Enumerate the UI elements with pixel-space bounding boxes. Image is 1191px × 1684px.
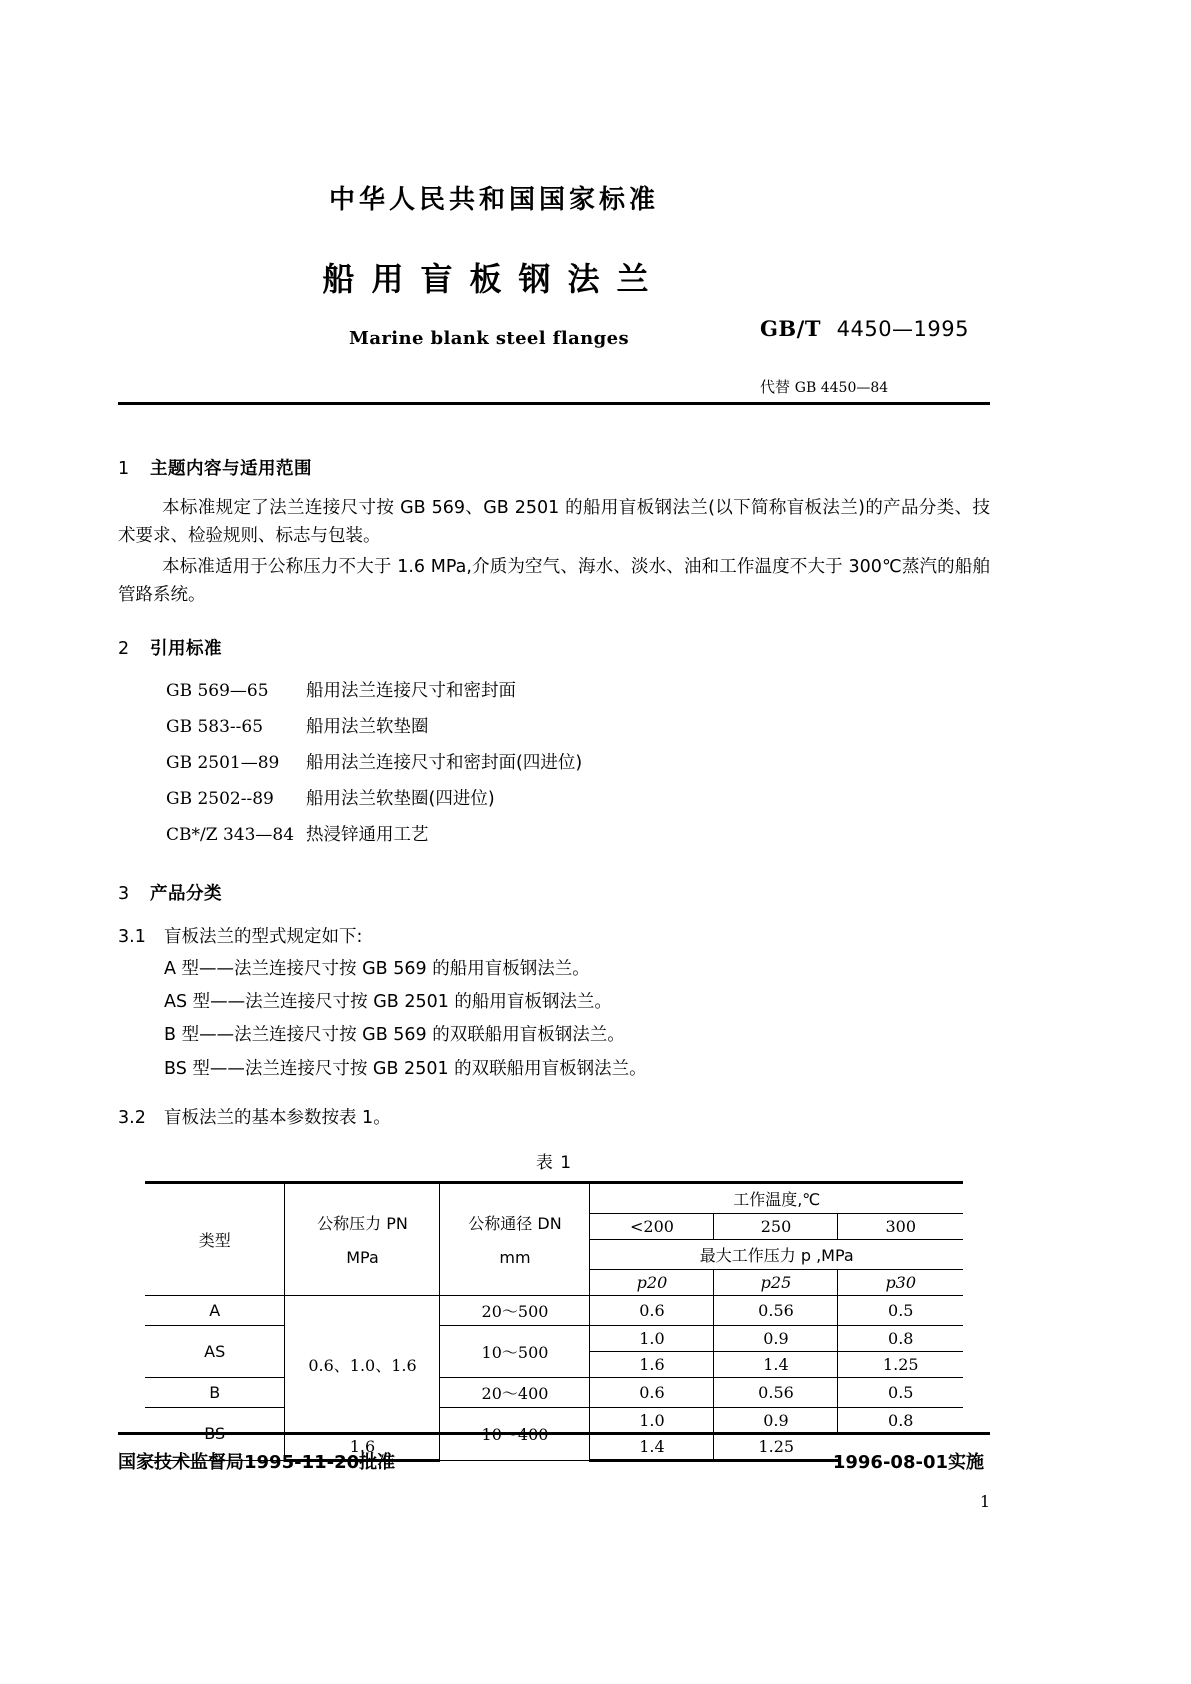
replaces-line — [760, 376, 990, 397]
national-standard-title: 中华人民共和国国家标准 — [328, 185, 659, 215]
table-row — [145, 1407, 963, 1433]
cell-p25-as-1: 0.9 — [714, 1325, 838, 1351]
cell-p25-bs-1: 0.9 — [714, 1407, 838, 1433]
masthead — [118, 185, 990, 397]
header-temp-col-1: <200 — [590, 1213, 714, 1239]
cell-dn-bs: 10～400 — [440, 1407, 590, 1460]
section-2-title: 引用标准 — [150, 639, 222, 660]
section-2-number: 2 — [118, 639, 130, 660]
list-item: B 型——法兰连接尺寸按 GB 569 的双联船用盲板钢法兰。 — [164, 1025, 625, 1046]
list-item — [118, 818, 990, 854]
header-pn-line2: MPa — [346, 1248, 379, 1268]
document-body — [118, 455, 990, 1462]
header-p-col-2: p25 — [714, 1269, 838, 1295]
header-dn-line1: 公称通径 DN — [468, 1214, 562, 1234]
cell-p20-bs-1: 1.0 — [590, 1407, 714, 1433]
list-item: BS 型——法兰连接尺寸按 GB 2501 的双联船用盲板钢法兰。 — [164, 1058, 647, 1079]
cell-p30-a: 0.5 — [838, 1295, 963, 1325]
header-p-col-1: p20 — [590, 1269, 714, 1295]
table-row — [145, 1295, 963, 1325]
table-1-wrapper — [118, 1148, 990, 1462]
cell-p25-b: 0.56 — [714, 1377, 838, 1407]
clause-3-1 — [118, 923, 990, 951]
table-row — [145, 1182, 963, 1213]
standard-number-block — [760, 316, 990, 397]
cell-p30-b: 0.5 — [838, 1377, 963, 1407]
footer-divider — [118, 1432, 990, 1435]
list-item: AS 型——法兰连接尺寸按 GB 2501 的船用盲板钢法兰。 — [164, 992, 612, 1012]
cell-p25-bs-2: 1.4 — [590, 1433, 714, 1460]
table-row — [145, 1325, 963, 1351]
cell-p20-a: 0.6 — [590, 1295, 714, 1325]
document-title: 船用盲板钢法兰 — [322, 260, 666, 299]
list-item — [118, 674, 990, 710]
row-type-as: AS — [145, 1325, 285, 1377]
header-dn-line2: mm — [499, 1248, 531, 1268]
clause-3-2 — [118, 1104, 990, 1132]
cell-p30-bs-1: 0.8 — [838, 1407, 963, 1433]
cell-p20-bs-2: 1.6 — [285, 1433, 440, 1460]
reference-title: 热浸锌通用工艺 — [306, 824, 429, 845]
approval-statement: 国家技术监督局1995-11-20批准 — [118, 1452, 396, 1473]
row-type-bs: BS — [145, 1407, 285, 1460]
page-content — [118, 0, 990, 1684]
header-nominal-pressure — [285, 1182, 440, 1295]
list-item — [118, 782, 990, 818]
header-temp-col-2: 250 — [714, 1213, 838, 1239]
header-working-temperature: 工作温度,℃ — [590, 1182, 963, 1213]
clause-3-2-number: 3.2 — [118, 1107, 146, 1128]
cell-p30-as-1: 0.8 — [838, 1325, 963, 1351]
referenced-standards-list — [118, 674, 990, 853]
table-1 — [145, 1181, 963, 1462]
title-row — [118, 254, 990, 397]
header-nominal-diameter — [440, 1182, 590, 1295]
table-1-caption: 表 1 — [535, 1152, 573, 1173]
section-1-paragraph-2: 本标准适用于公称压力不大于 1.6 MPa,介质为空气、海水、淡水、油和工作温度不大于 300℃蒸汽的船舶管路系统。 — [118, 556, 990, 606]
standard-number — [760, 316, 990, 341]
cell-dn-a: 20～500 — [440, 1295, 590, 1325]
section-3-heading — [118, 880, 990, 905]
flange-type-list — [118, 953, 990, 1086]
cell-p30-bs-2: 1.25 — [714, 1433, 838, 1460]
standard-number-value: 4450—1995 — [836, 317, 969, 342]
cell-p25-as-2: 1.4 — [714, 1351, 838, 1377]
section-1-paragraph-1: 本标准规定了法兰连接尺寸按 GB 569、GB 2501 的船用盲板钢法兰(以下简称盲板法兰)的产品分类、技术要求、检验规则、标志与包装。 — [118, 498, 990, 547]
cell-dn-b: 20～400 — [440, 1377, 590, 1407]
page-footer — [118, 1448, 990, 1474]
cell-p20-as-2: 1.6 — [590, 1351, 714, 1377]
replaces-label: 代替 — [760, 378, 791, 397]
cell-dn-as: 10～500 — [440, 1325, 590, 1377]
section-1-heading — [118, 455, 990, 480]
clause-3-1-text: 盲板法兰的型式规定如下: — [164, 926, 363, 947]
cell-p30-as-2: 1.25 — [838, 1351, 963, 1377]
header-divider — [118, 402, 990, 405]
section-3-number: 3 — [118, 883, 130, 904]
header-p-col-3: p30 — [838, 1269, 963, 1295]
clause-3-1-number: 3.1 — [118, 926, 146, 947]
reference-id: GB 2501—89 — [166, 753, 280, 774]
section-1-title: 主题内容与适用范围 — [150, 459, 312, 479]
header-temp-col-3: 300 — [838, 1213, 963, 1239]
section-2-heading — [118, 635, 990, 660]
reference-id: CB*/Z 343—84 — [166, 824, 295, 845]
cell-p20-b: 0.6 — [590, 1377, 714, 1407]
header-pn-line1: 公称压力 PN — [317, 1214, 408, 1234]
page-number: 1 — [979, 1492, 990, 1511]
list-item: A 型——法兰连接尺寸按 GB 569 的船用盲板钢法兰。 — [164, 958, 590, 979]
row-type-a: A — [145, 1295, 285, 1325]
reference-id: GB 2502--89 — [166, 789, 274, 809]
reference-title: 船用法兰连接尺寸和密封面(四进位) — [306, 753, 583, 774]
clause-3-2-text: 盲板法兰的基本参数按表 1。 — [164, 1107, 391, 1128]
cell-p20-as-1: 1.0 — [590, 1325, 714, 1351]
table-row — [145, 1377, 963, 1407]
list-item — [118, 710, 990, 746]
section-1-number: 1 — [118, 459, 130, 479]
cell-p25-a: 0.56 — [714, 1295, 838, 1325]
implementation-date: 1996-08-01实施 — [832, 1452, 984, 1473]
list-item — [118, 746, 990, 782]
replaces-value: GB 4450—84 — [794, 380, 889, 397]
row-type-b: B — [145, 1377, 285, 1407]
reference-id: GB 569—65 — [166, 681, 269, 702]
reference-id: GB 583--65 — [166, 717, 264, 738]
reference-title: 船用法兰连接尺寸和密封面 — [306, 681, 516, 702]
reference-title: 船用法兰软垫圈(四进位) — [306, 789, 495, 809]
header-type: 类型 — [145, 1182, 285, 1295]
cell-pn-value: 0.6、1.0、1.6 — [285, 1295, 440, 1433]
document-title-english: Marine blank steel flanges — [349, 328, 629, 350]
header-max-pressure: 最大工作压力 p ,MPa — [590, 1239, 963, 1269]
reference-title: 船用法兰软垫圈 — [306, 717, 429, 738]
standard-prefix: GB/T — [760, 316, 821, 342]
section-3-title: 产品分类 — [150, 883, 222, 904]
